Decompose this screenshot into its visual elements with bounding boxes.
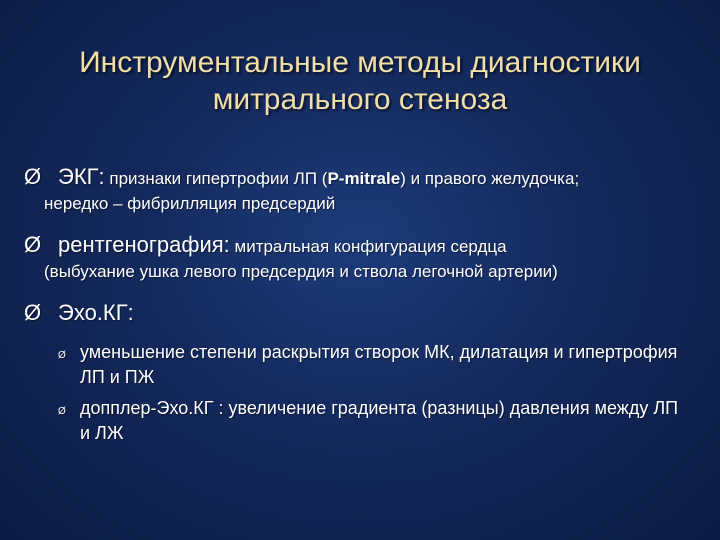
sub-bullet-echo-2: [58, 396, 690, 446]
title-line-1: Инструментальные методы диагностики: [79, 46, 641, 79]
arrow-bullet-icon: Ø: [24, 300, 42, 325]
slide-title: [40, 44, 680, 118]
sub-bullet-text: уменьшение степени раскрытия створок МК, дилатация и гипертрофия ЛП и ПЖ: [80, 342, 678, 387]
arrow-sub-bullet-icon: Ø: [58, 350, 66, 361]
arrow-sub-bullet-icon: Ø: [58, 406, 66, 417]
bullet-head: Эхо.КГ:: [58, 300, 134, 325]
arrow-bullet-icon: Ø: [24, 232, 42, 257]
bullet-head: рентгенография:: [58, 232, 230, 257]
bullet-bold-text: P-mitrale: [327, 169, 401, 188]
arrow-bullet-icon: Ø: [24, 164, 42, 189]
bullet-xray: [24, 232, 704, 282]
sub-bullet-echo-1: [58, 340, 690, 390]
sub-bullet-text: допплер-Эхо.КГ : увеличение градиента (разницы) давления между ЛП и ЛЖ: [80, 398, 679, 443]
bullet-continuation: (выбухание ушка левого предсердия и ствола легочной артерии): [44, 262, 558, 281]
bullet-head: ЭКГ:: [58, 164, 105, 189]
bullet-continuation: нередко – фибрилляция предсердий: [44, 194, 336, 213]
bullet-text: признаки гипертрофии ЛП (: [104, 169, 328, 188]
bullet-text: ) и правого желудочка;: [400, 169, 580, 188]
bullet-ecg: [24, 164, 704, 214]
bullet-echo: [24, 300, 704, 326]
title-line-2: митрального стеноза: [212, 83, 508, 116]
bullet-text: митральная конфигурация сердца: [229, 237, 507, 256]
